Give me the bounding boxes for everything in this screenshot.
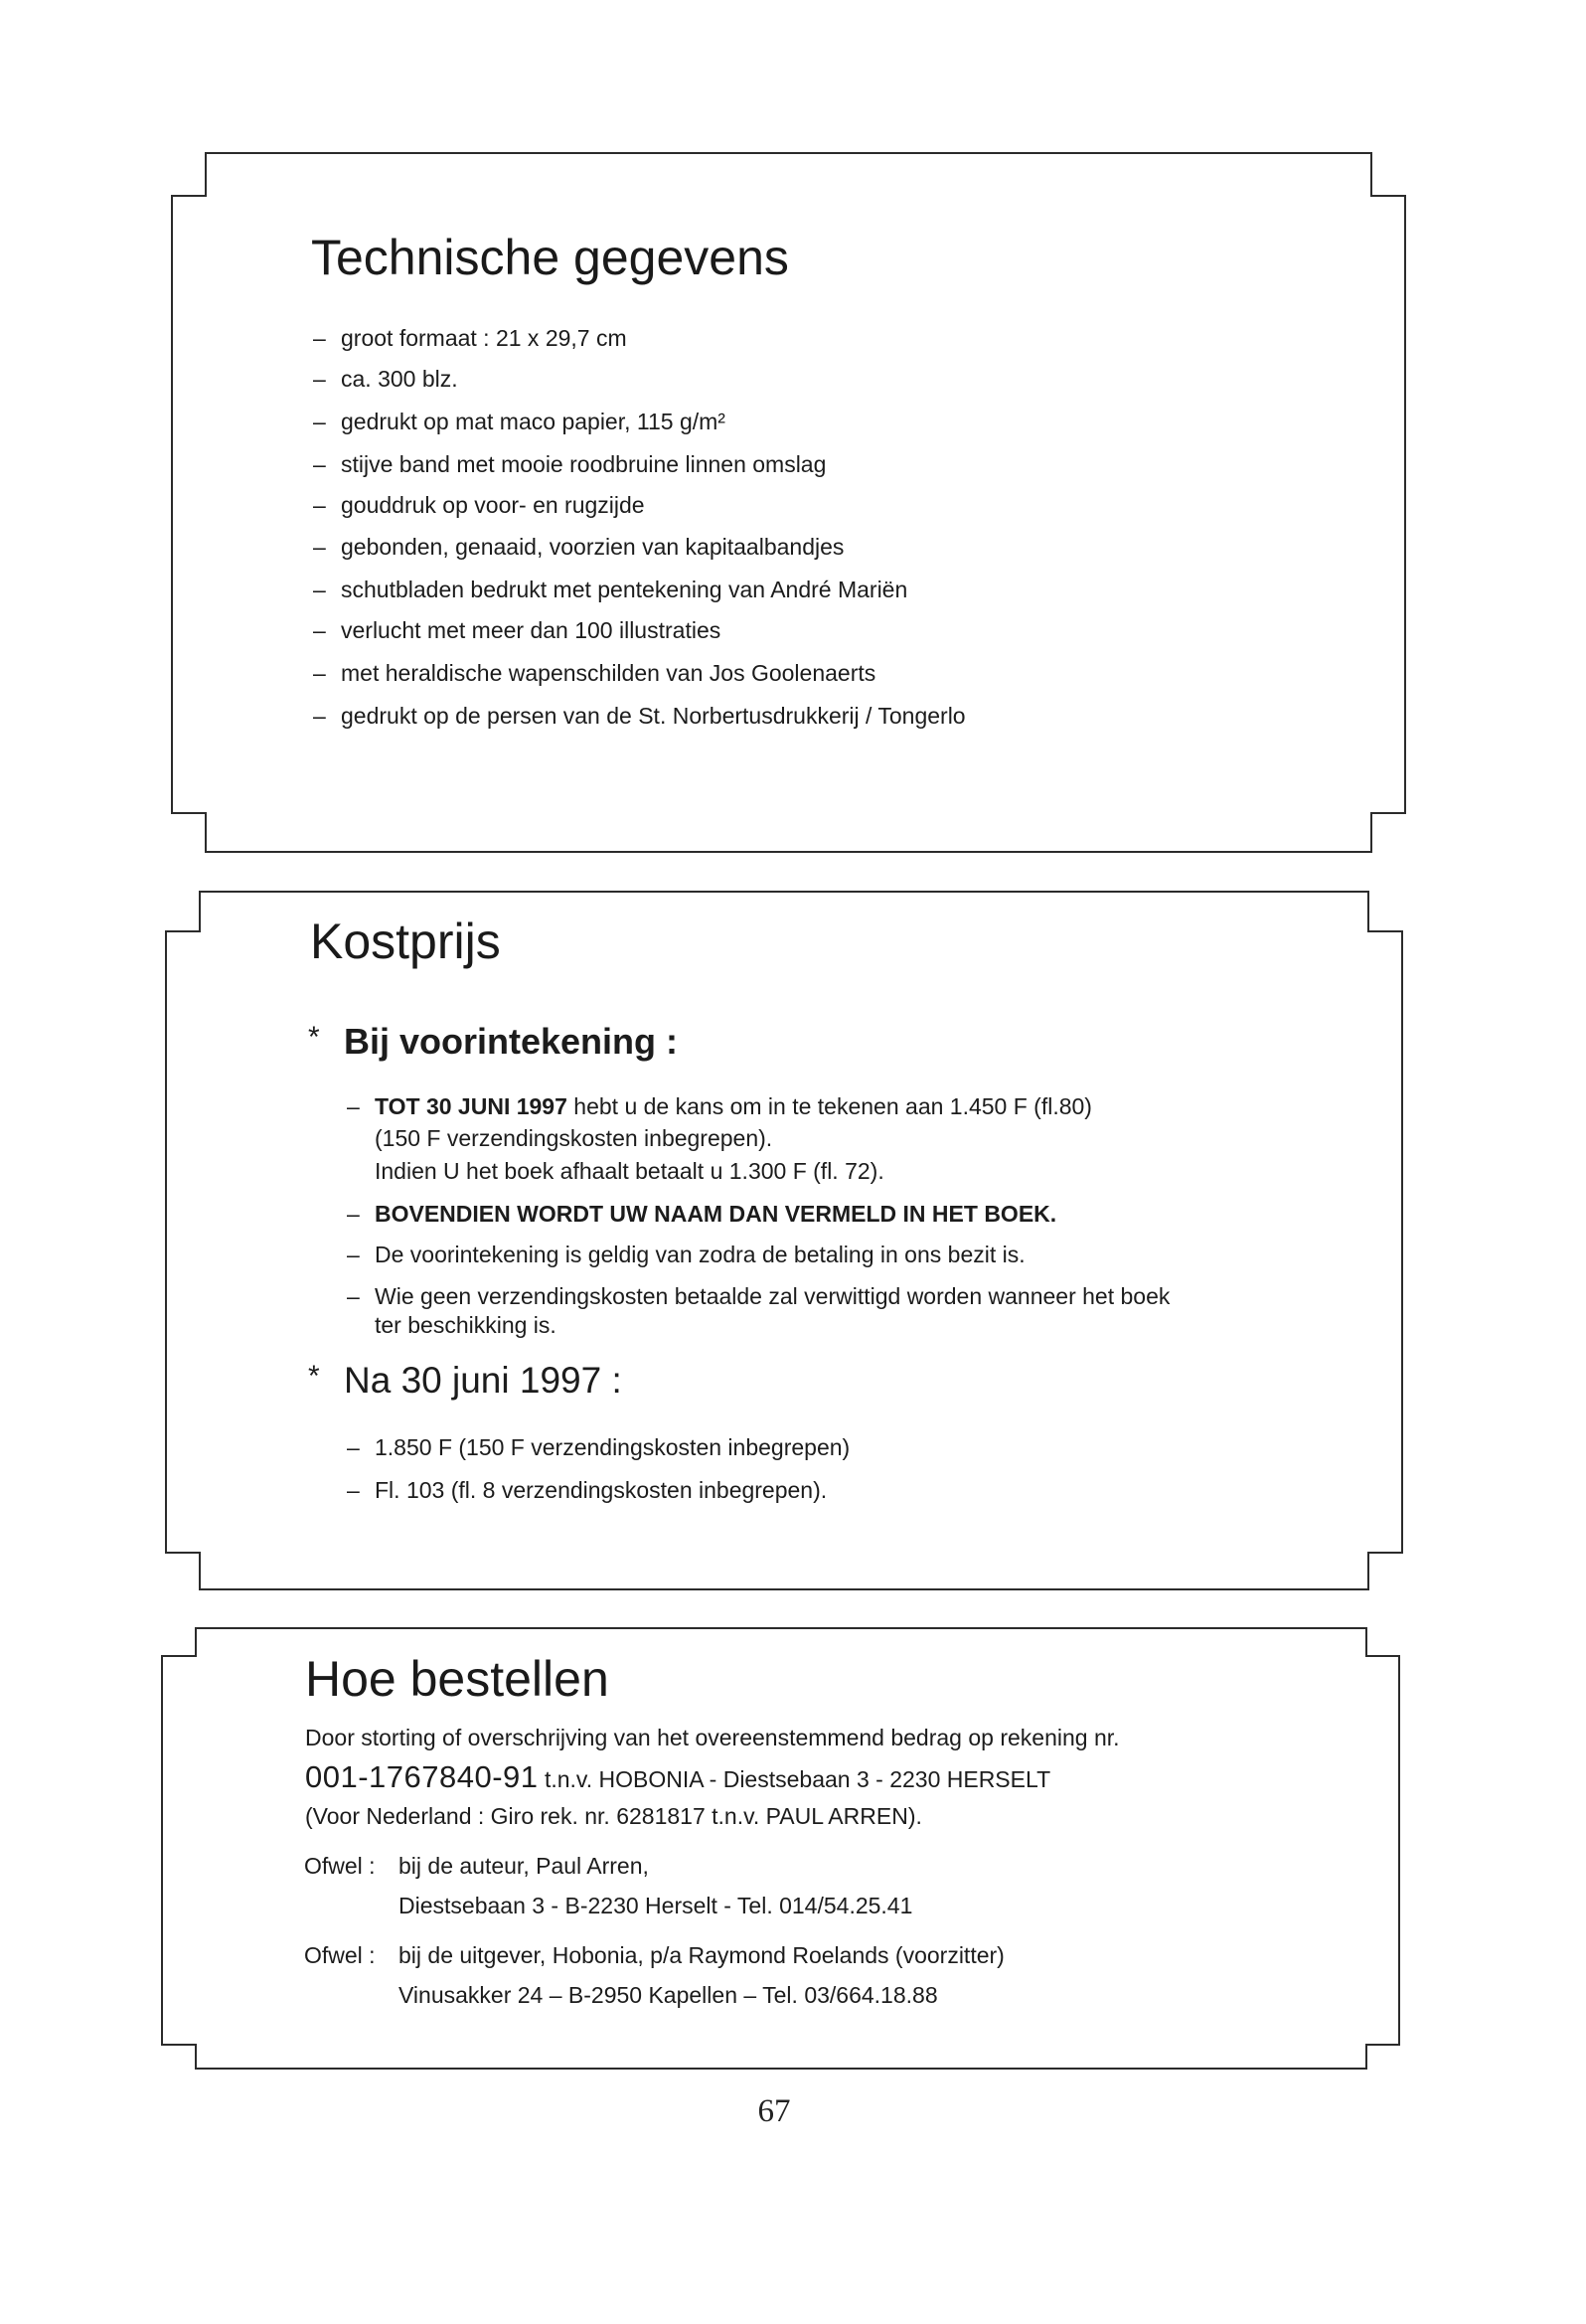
list-dash: – [313, 577, 326, 602]
order-option-author [304, 1852, 649, 1880]
list-dash: – [347, 1477, 360, 1503]
list-dash: – [313, 451, 326, 477]
netherlands-account: (Voor Nederland : Giro rek. nr. 6281817 t.n.v. PAUL ARREN). [305, 1803, 922, 1829]
technical-item [313, 365, 458, 393]
technical-item-text: gedrukt op de persen van de St. Norbertusdrukkerij / Tongerlo [341, 703, 966, 729]
list-dash: – [347, 1093, 360, 1119]
presale-name-notice: BOVENDIEN WORDT UW NAAM DAN VERMELD IN HET BOEK. [375, 1201, 1057, 1227]
list-dash: – [313, 409, 326, 434]
list-dash: – [313, 617, 326, 643]
technical-item-text: ca. 300 blz. [341, 366, 458, 392]
list-dash: – [347, 1283, 360, 1309]
after-item-text: Fl. 103 (fl. 8 verzendingskosten inbegrepen). [375, 1477, 828, 1503]
after-item-text: 1.850 F (150 F verzendingskosten inbegrepen) [375, 1434, 851, 1460]
presale-deadline: TOT 30 JUNI 1997 [375, 1093, 567, 1119]
technical-item [313, 533, 844, 561]
option-label: Ofwel : [304, 1853, 376, 1879]
presale-item [347, 1282, 1170, 1310]
list-dash: – [313, 703, 326, 729]
presale-heading-text: Bij voorintekening : [344, 1021, 679, 1062]
list-dash: – [347, 1434, 360, 1460]
technical-item-text: groot formaat : 21 x 29,7 cm [341, 325, 627, 351]
order-title: Hoe bestellen [305, 1651, 609, 1707]
order-option-publisher [304, 1941, 1005, 1969]
presale-item [347, 1092, 1092, 1120]
technical-item-text: schutbladen bedrukt met pentekening van André Mariën [341, 577, 908, 602]
order-intro: Door storting of overschrijving van het overeenstemmend bedrag op rekening nr. [305, 1725, 1120, 1750]
account-line [305, 1759, 1050, 1797]
option-label: Ofwel : [304, 1942, 376, 1968]
list-dash: – [313, 325, 326, 351]
presale-item [347, 1200, 1056, 1228]
presale-item-continuation: ter beschikking is. [375, 1312, 556, 1338]
list-dash: – [313, 660, 326, 686]
presale-item-continuation: Indien U het boek afhaalt betaalt u 1.300 F (fl. 72). [375, 1158, 884, 1184]
technical-item [313, 491, 645, 519]
list-dash: – [347, 1201, 360, 1227]
asterisk-marker: * [308, 1360, 320, 1393]
list-dash: – [313, 534, 326, 560]
presale-item-continuation: (150 F verzendingskosten inbegrepen). [375, 1125, 773, 1151]
after-heading-text: Na 30 juni 1997 : [344, 1360, 622, 1401]
presale-item [347, 1241, 1026, 1268]
technical-title: Technische gegevens [311, 230, 789, 285]
technical-item-text: verlucht met meer dan 100 illustraties [341, 617, 721, 643]
technical-item [313, 702, 966, 730]
technical-item [313, 408, 725, 435]
account-number: 001-1767840-91 [305, 1759, 539, 1794]
presale-item-text: hebt u de kans om in te tekenen aan 1.450 F (fl.80) [573, 1093, 1092, 1119]
after-heading [308, 1360, 622, 1402]
technical-item [313, 324, 627, 352]
after-item [347, 1476, 827, 1504]
technical-item [313, 450, 826, 478]
presale-heading [308, 1021, 678, 1063]
technical-item [313, 616, 720, 644]
account-holder: t.n.v. HOBONIA - Diestsebaan 3 - 2230 HERSELT [544, 1766, 1051, 1792]
price-title: Kostprijs [310, 913, 501, 969]
technical-item-text: gouddruk op voor- en rugzijde [341, 492, 645, 518]
technical-item [313, 659, 875, 687]
list-dash: – [313, 366, 326, 392]
option-address: Vinusakker 24 – B-2950 Kapellen – Tel. 03/664.18.88 [398, 1982, 938, 2008]
technical-item-text: gebonden, genaaid, voorzien van kapitaalbandjes [341, 534, 845, 560]
asterisk-marker: * [308, 1021, 320, 1054]
presale-item-text: De voorintekening is geldig van zodra de betaling in ons bezit is. [375, 1242, 1026, 1267]
presale-item-text: Wie geen verzendingskosten betaalde zal verwittigd worden wanneer het boek [375, 1283, 1171, 1309]
option-line: bij de uitgever, Hobonia, p/a Raymond Roelands (voorzitter) [398, 1942, 1005, 1968]
page-number: 67 [757, 2093, 791, 2129]
technical-item-text: met heraldische wapenschilden van Jos Goolenaerts [341, 660, 876, 686]
technical-item-text: stijve band met mooie roodbruine linnen omslag [341, 451, 827, 477]
option-line: bij de auteur, Paul Arren, [398, 1853, 649, 1879]
option-address: Diestsebaan 3 - B-2230 Herselt - Tel. 014/54.25.41 [398, 1893, 913, 1918]
list-dash: – [347, 1242, 360, 1267]
list-dash: – [313, 492, 326, 518]
technical-item-text: gedrukt op mat maco papier, 115 g/m² [341, 409, 725, 434]
technical-item [313, 576, 907, 603]
after-item [347, 1433, 850, 1461]
